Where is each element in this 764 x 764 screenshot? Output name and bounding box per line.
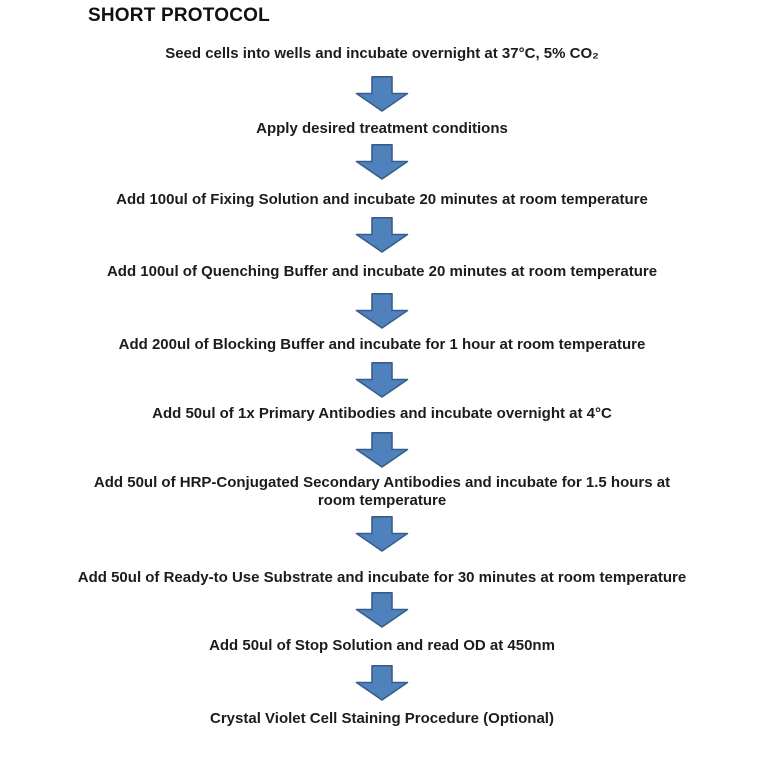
protocol-step-8: Add 50ul of Ready-to Use Substrate and incubate for 30 minutes at room temperature [77, 569, 687, 586]
down-arrow-icon [355, 217, 409, 253]
down-arrow-icon [355, 516, 409, 552]
page-title: SHORT PROTOCOL [88, 5, 270, 26]
protocol-step-10: Crystal Violet Cell Staining Procedure (Optional) [210, 710, 554, 727]
down-arrow-icon [355, 592, 409, 628]
protocol-step-5: Add 200ul of Blocking Buffer and incubate for 1 hour at room temperature [118, 336, 646, 353]
protocol-step-4: Add 100ul of Quenching Buffer and incubate 20 minutes at room temperature [106, 262, 658, 280]
protocol-step-9: Add 50ul of Stop Solution and read OD at 450nm [209, 636, 555, 654]
protocol-step-2: Apply desired treatment conditions [256, 119, 508, 137]
down-arrow-icon [355, 293, 409, 329]
down-arrow-icon [355, 362, 409, 398]
down-arrow-icon [355, 432, 409, 468]
protocol-flowchart [0, 28, 764, 728]
down-arrow-icon [355, 76, 409, 112]
protocol-step-3: Add 100ul of Fixing Solution and incubate 20 minutes at room temperature [116, 191, 648, 208]
down-arrow-icon [355, 144, 409, 180]
protocol-step-7: Add 50ul of HRP-Conjugated Secondary Antibodies and incubate for 1.5 hours at room temperature [93, 474, 671, 509]
protocol-step-1: Seed cells into wells and incubate overnight at 37°C, 5% CO₂ [165, 45, 599, 62]
protocol-step-6: Add 50ul of 1x Primary Antibodies and incubate overnight at 4°C [152, 404, 612, 422]
down-arrow-icon [355, 665, 409, 701]
